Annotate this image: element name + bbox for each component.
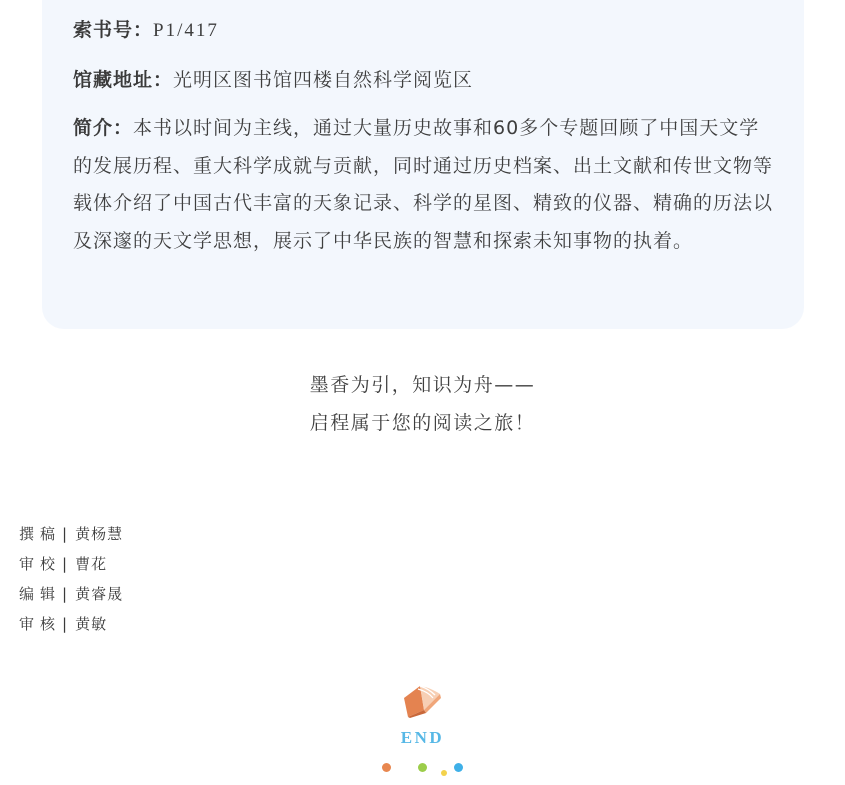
decor-dot-yellow [441,770,447,776]
summary-row [73,110,773,260]
credit-separator: | [62,615,69,633]
credit-role: 编辑 [19,585,62,603]
call-number-value: P1/417 [153,20,219,41]
location-row [73,67,773,93]
end-label: END [400,728,445,747]
motto-line-1: 墨香为引，知识为舟—— [309,374,536,396]
credit-editor [19,579,123,609]
credit-separator: | [62,585,69,603]
location-value: 光明区图书馆四楼自然科学阅览区 [173,69,474,91]
credit-role: 审校 [19,555,62,573]
motto-line-2: 启程属于您的阅读之旅！ [309,412,536,434]
credit-name: 黄睿晟 [75,585,124,603]
credit-role: 审核 [19,615,62,633]
open-book-icon [400,684,444,718]
credit-separator: | [62,525,69,543]
credit-separator: | [62,555,69,573]
credit-name: 黄杨慧 [75,525,124,543]
credit-name: 曹花 [75,555,108,573]
credits-list [19,519,123,639]
call-number-row [73,17,773,44]
credit-role: 撰稿 [19,525,62,543]
decor-dot-green [418,763,427,772]
credit-name: 黄敏 [75,615,108,633]
credit-reviewer [19,609,123,639]
location-label: 馆藏地址： [73,69,174,91]
summary-label: 简介： [73,117,134,139]
credit-proofreader [19,549,123,579]
summary-text: 本书以时间为主线，通过大量历史故事和60多个专题回顾了中国天文学的发展历程、重大科学成就与贡献，同时通过历史档案、出土文献和传世文物等载体介绍了中国古代丰富的天象记录、科学的星图、精致的仪器、精确的历法以及深邃的天文学思想，展示了中华民族的智慧和探索未知事物的执着。 [73,117,774,252]
credit-writer [19,519,123,549]
call-number-label: 索书号： [73,19,154,41]
decor-dot-blue [454,763,463,772]
decor-dot-orange [382,763,391,772]
